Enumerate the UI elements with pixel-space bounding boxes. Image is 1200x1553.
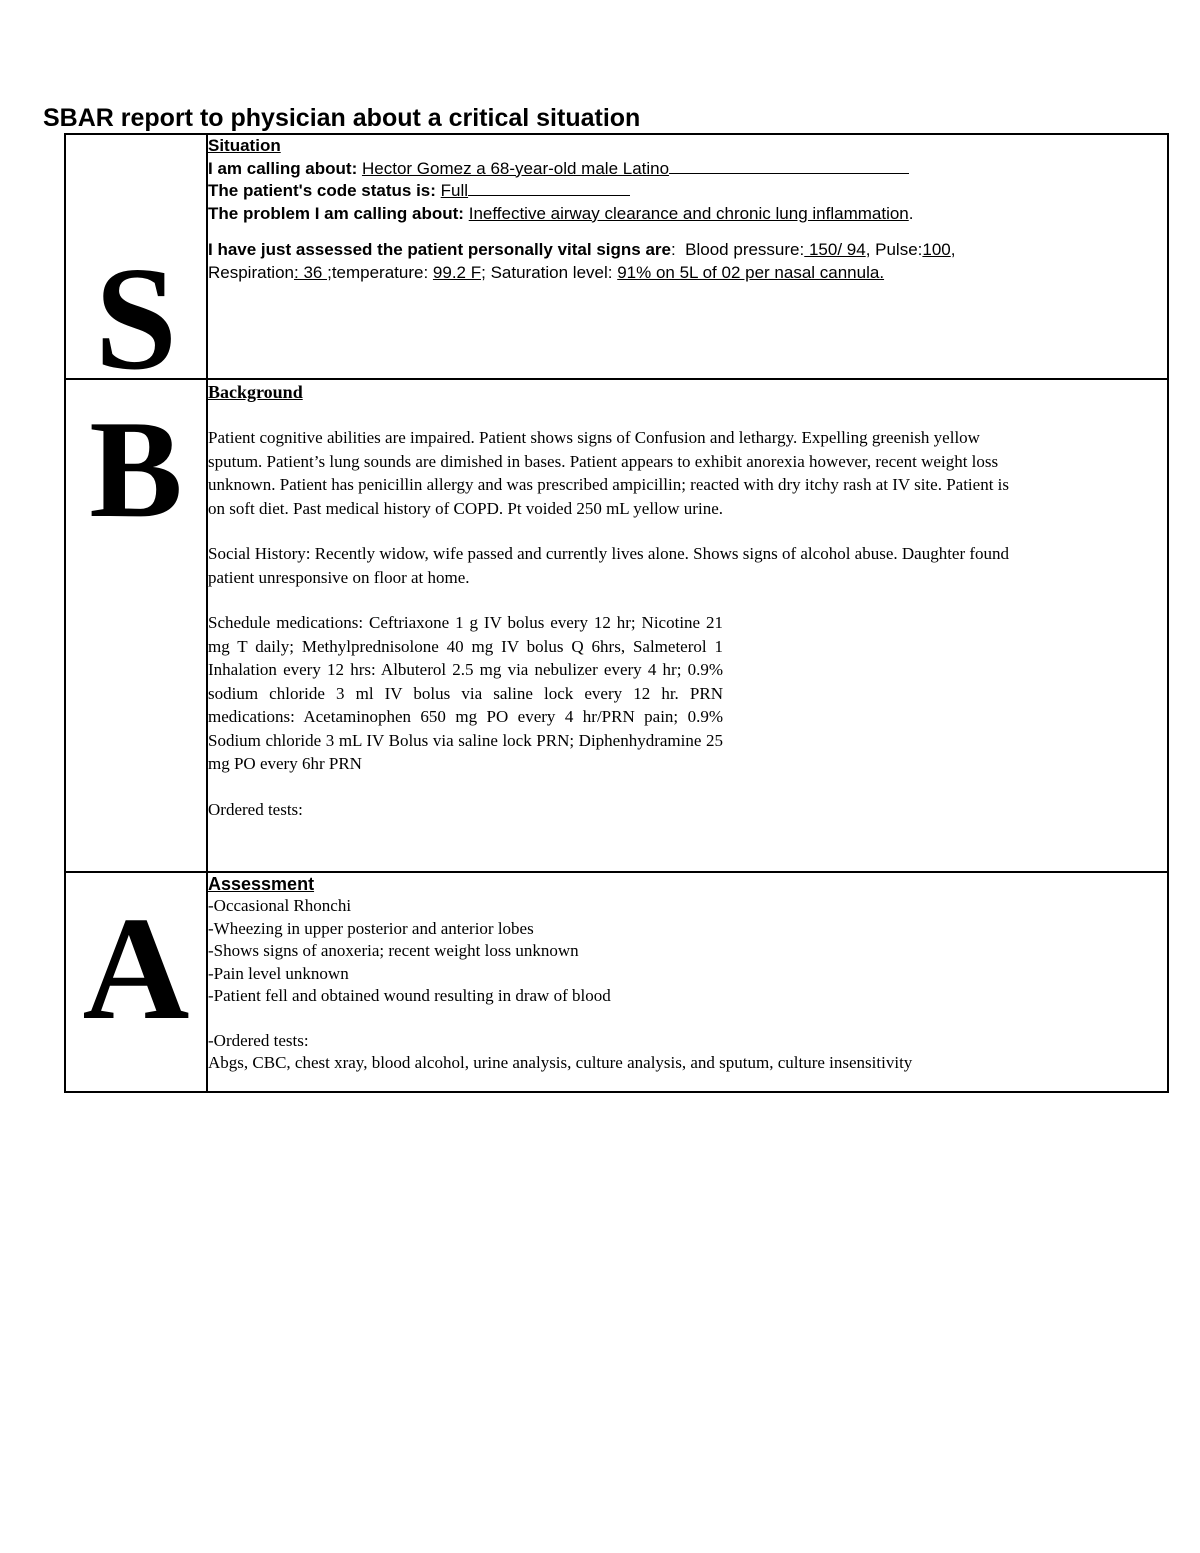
code-status-value: Full <box>440 181 469 200</box>
problem-label: The problem I am calling about: <box>208 203 464 223</box>
code-status-blank <box>468 181 630 196</box>
background-line: Patient cognitive abilities are impaired. Patient shows signs of Confusion and lethargy. Expelling greenish yellow <box>208 428 980 447</box>
assessment-letter: A <box>82 887 190 1051</box>
situation-heading: Situation <box>208 136 281 155</box>
pulse-end: , <box>950 240 956 259</box>
background-line: sputum. Patient’s lung sounds are dimished in bases. Patient appears to exhibit anorexia however, recent weight loss <box>208 451 999 471</box>
situation-row <box>65 134 1168 379</box>
background-ordered-tests: Ordered tests: <box>208 799 303 819</box>
assessment-ordered-tests-label: -Ordered tests: <box>208 1030 309 1050</box>
assessment-heading: Assessment <box>208 874 315 894</box>
bp-label: Blood pressure: <box>685 240 805 259</box>
background-row <box>65 379 1168 872</box>
background-letter-cell <box>65 379 207 872</box>
background-line: unknown. Patient has penicillin allergy and was prescribed ampicillin; reacted with dry itchy rash at IV site. Patient is <box>208 475 1010 494</box>
assessment-row <box>65 872 1168 1092</box>
sbar-table <box>64 133 1169 1093</box>
calling-about-value: Hector Gomez a 68-year-old male Latino <box>361 158 670 178</box>
code-status-line <box>208 180 1167 203</box>
resp-label: Respiration <box>208 262 294 282</box>
medications-paragraph: Schedule medications: Ceftriaxone 1 g IV bolus every 12 hr; Nicotine 21 mg T daily; Methylprednisolone 40 mg IV bolus Q 6hrs, Salmeterol 1 Inhalation every 12 hrs: Albuterol 2.5 mg via nebulizer every 4 hr; 0.9% sodium chloride 3 ml IV bolus via saline lock every 12 hr. PRN medications: Acetaminophen 650 mg PO every 4 hr/PRN pain; 0.9% Sodium chloride 3 mL IV Bolus via saline lock PRN; Diphenhydramine 25 mg PO every 6hr PRN <box>208 613 723 773</box>
resp-value: : 36 ; <box>294 262 332 282</box>
bp-value: 150/ 94 <box>804 240 866 259</box>
calling-about-blank <box>669 159 909 174</box>
background-letter: B <box>89 392 183 547</box>
assessment-ordered-tests-value: Abgs, CBC, chest xray, blood alcohol, urine analysis, culture analysis, and sputum, culture insensitivity <box>208 1053 913 1072</box>
assessment-item: -Shows signs of anoxeria; recent weight loss unknown <box>208 941 579 960</box>
vitals-line-2 <box>208 262 1167 285</box>
pulse-value: 100 <box>922 240 951 259</box>
situation-content <box>207 134 1168 379</box>
vitals-colon: : <box>670 240 676 259</box>
page-title: SBAR report to physician about a critical situation <box>43 104 641 132</box>
background-spacer-4 <box>208 776 1167 798</box>
background-spacer-3 <box>208 589 1167 611</box>
background-spacer-1 <box>208 404 1167 426</box>
social-history-line: Social History: Recently widow, wife passed and currently lives alone. Shows signs of alcohol abuse. Daughter found <box>208 544 1010 563</box>
situation-letter-cell <box>65 134 207 401</box>
code-status-label: The patient's code status is: <box>208 181 436 200</box>
background-content <box>207 379 1168 872</box>
assessment-spacer <box>208 1008 1167 1030</box>
calling-about-line <box>208 158 1167 181</box>
temp-label: temperature: <box>331 262 433 282</box>
pulse-label: , Pulse: <box>865 240 923 259</box>
problem-line <box>208 203 1167 226</box>
background-paragraph <box>208 426 1167 520</box>
situation-letter: S <box>94 237 178 401</box>
assessment-item: -Pain level unknown <box>208 963 349 983</box>
vitals-label: I have just assessed the patient personally vital signs are <box>208 240 671 259</box>
problem-value: Ineffective airway clearance and chronic lung inflammation <box>468 203 909 223</box>
temp-value: 99.2 F; <box>432 262 486 282</box>
vitals-line-1 <box>208 239 1167 262</box>
problem-end: . <box>908 203 914 223</box>
background-spacer-2 <box>208 520 1167 542</box>
sat-value: 91% on 5L of 02 per nasal cannula. <box>617 262 885 282</box>
assessment-content <box>207 872 1168 1092</box>
background-line: on soft diet. Past medical history of COPD. Pt voided 250 mL yellow urine. <box>208 498 723 518</box>
assessment-item: -Wheezing in upper posterior and anterior lobes <box>208 918 534 938</box>
assessment-item: -Patient fell and obtained wound resulting in draw of blood <box>208 986 611 1005</box>
background-heading: Background <box>208 382 303 402</box>
assessment-item: -Occasional Rhonchi <box>208 896 352 915</box>
sat-label: Saturation level: <box>485 262 618 282</box>
situation-spacer <box>208 225 1167 239</box>
calling-about-label: I am calling about: <box>208 158 358 178</box>
social-history-line: patient unresponsive on floor at home. <box>208 567 470 587</box>
assessment-letter-cell <box>65 872 207 1092</box>
social-history <box>208 542 1167 589</box>
